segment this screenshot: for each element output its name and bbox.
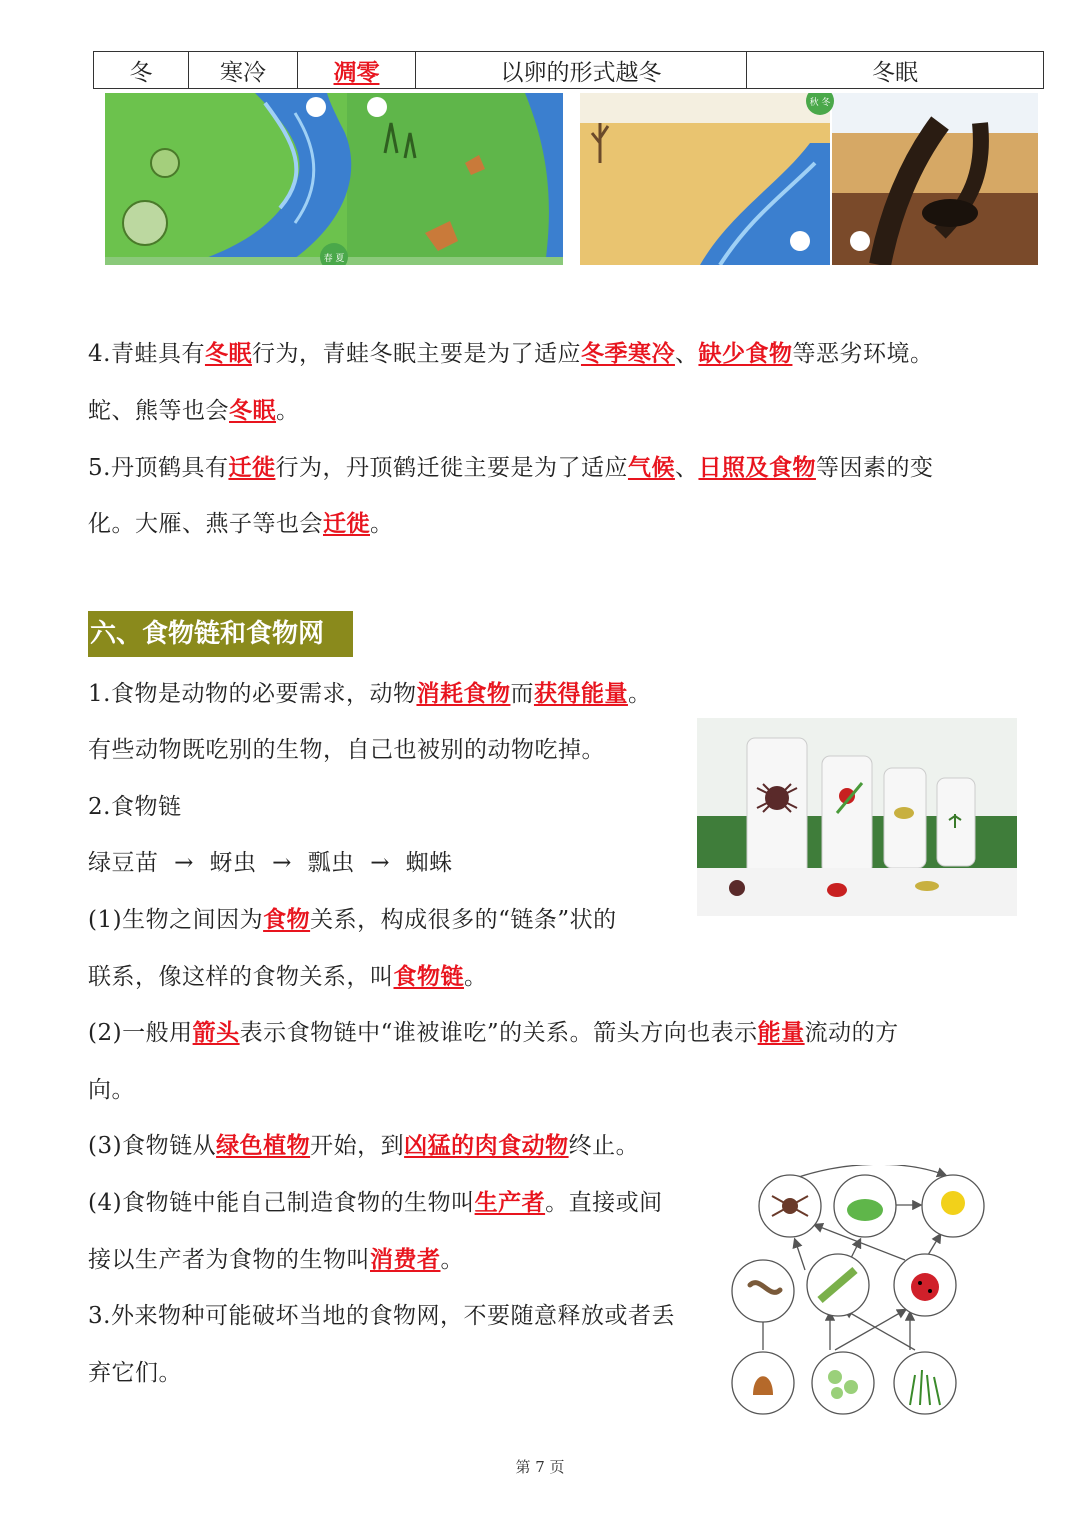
arrow-icon: → xyxy=(272,850,292,876)
text: 而 xyxy=(510,681,534,707)
para-4-line-1 xyxy=(88,339,933,369)
food-web-diagram xyxy=(725,1165,995,1425)
answer-gain-energy: 获得能量 xyxy=(533,680,628,707)
s2-p2-line-2: 向。 xyxy=(88,1077,135,1103)
text: (3)食物链从 xyxy=(88,1133,217,1159)
table-cell-climate: 寒冷 xyxy=(189,52,298,89)
s2-p2-line-1 xyxy=(88,1018,899,1048)
text: 。 xyxy=(464,964,488,990)
text: 行为，青蛙冬眠主要是为了适应 xyxy=(251,341,581,367)
answer-consume-food: 消耗食物 xyxy=(416,680,511,707)
answer-green-plant: 绿色植物 xyxy=(216,1132,311,1159)
answer-migrate: 迁徙 xyxy=(323,510,370,537)
s2-p4-line-1 xyxy=(88,1188,663,1218)
answer-food-chain: 食物链 xyxy=(393,963,464,990)
text: 。 xyxy=(627,681,652,707)
answer-winter-cold: 冬季寒冷 xyxy=(580,340,675,367)
arrow-icon: → xyxy=(174,850,194,876)
text: 关系，构成很多的“链条”状的 xyxy=(310,907,617,933)
text: 1.食物是动物的必要需求，动物 xyxy=(88,681,417,707)
table-cell-frog: 冬眠 xyxy=(747,52,1044,89)
s2-title: 2.食物链 xyxy=(88,794,182,820)
s2-p4-line-2 xyxy=(88,1245,464,1275)
text: 表示食物链中“谁被谁吃”的关系。箭头方向也表示 xyxy=(239,1020,758,1046)
text: 接以生产者为食物的生物叫 xyxy=(88,1247,370,1273)
answer-carnivore: 凶猛的肉食动物 xyxy=(404,1132,569,1159)
season-badge-spring-summer: 春 夏 xyxy=(323,254,345,264)
answer-hibernate: 冬眠 xyxy=(229,397,276,424)
text: 、 xyxy=(674,341,699,367)
spring-summer-illustration xyxy=(105,93,563,265)
table-cell-plant: 凋零 xyxy=(298,52,416,89)
s3-line-2: 弃它们。 xyxy=(88,1360,182,1386)
s3-line-1: 3.外来物种可能破坏当地的食物网，不要随意释放或者丢 xyxy=(88,1303,675,1329)
answer-food: 食物 xyxy=(263,906,311,933)
s1-line-2: 有些动物既吃别的生物，自己也被别的动物吃掉。 xyxy=(88,737,605,763)
answer-consumer: 消费者 xyxy=(370,1246,441,1273)
text: (2)一般用 xyxy=(88,1020,193,1046)
s2-p1-line-1 xyxy=(88,905,617,935)
text: (1)生物之间因为 xyxy=(88,907,264,933)
text: 。直接或间 xyxy=(545,1190,663,1216)
text: 等因素的变 xyxy=(815,455,934,481)
section-title: 六、食物链和食物网 xyxy=(88,611,353,657)
answer-climate: 气候 xyxy=(627,454,675,481)
chain-aphid: 蚜虫 xyxy=(209,850,257,876)
text: 联系，像这样的食物关系，叫 xyxy=(88,964,394,990)
text: 开始，到 xyxy=(310,1133,405,1159)
para-5-line-1 xyxy=(88,453,933,483)
text: 。 xyxy=(276,398,300,424)
answer-producer: 生产者 xyxy=(474,1189,546,1216)
answer-energy: 能量 xyxy=(757,1019,805,1046)
season-badge-autumn-winter: 秋 冬 xyxy=(809,98,831,108)
answer-lack-food: 缺少食物 xyxy=(698,340,793,367)
answer-hibernate: 冬眠 xyxy=(204,340,252,367)
food-chain-cups-photo xyxy=(697,718,1017,916)
s2-p3 xyxy=(88,1131,639,1161)
page-number: 第 7 页 xyxy=(515,1458,565,1476)
answer-arrow: 箭头 xyxy=(192,1019,240,1046)
text: 。 xyxy=(370,511,394,537)
text: 蛇、熊等也会 xyxy=(88,398,229,424)
text: 化。大雁、燕子等也会 xyxy=(88,511,323,537)
table-cell-insect: 以卵的形式越冬 xyxy=(416,52,747,89)
text: 终止。 xyxy=(568,1133,640,1159)
season-table xyxy=(93,51,1044,89)
food-chain-example xyxy=(88,848,453,878)
chain-mungbean: 绿豆苗 xyxy=(88,850,159,876)
table-cell-season: 冬 xyxy=(94,52,189,89)
para-4-line-2 xyxy=(88,396,300,426)
answer-migrate: 迁徙 xyxy=(228,454,276,481)
chain-spider: 蜘蛛 xyxy=(405,850,453,876)
text: 4.青蛙具有 xyxy=(88,341,205,367)
table-row xyxy=(94,52,1044,89)
text: 5.丹顶鹤具有 xyxy=(88,455,229,481)
text: 。 xyxy=(440,1247,464,1273)
chain-ladybug: 瓢虫 xyxy=(307,850,355,876)
text: 等恶劣环境。 xyxy=(792,341,934,367)
text: 行为，丹顶鹤迁徙主要是为了适应 xyxy=(275,455,628,481)
text: (4)食物链中能自己制造食物的生物叫 xyxy=(88,1190,475,1216)
s1-line-1 xyxy=(88,679,651,709)
answer-sunlight-food: 日照及食物 xyxy=(698,454,816,481)
s2-p1-line-2 xyxy=(88,962,488,992)
text: 流动的方 xyxy=(804,1020,899,1046)
para-5-line-2 xyxy=(88,509,394,539)
text: 、 xyxy=(674,455,699,481)
autumn-winter-illustration xyxy=(580,93,1038,265)
arrow-icon: → xyxy=(370,850,390,876)
